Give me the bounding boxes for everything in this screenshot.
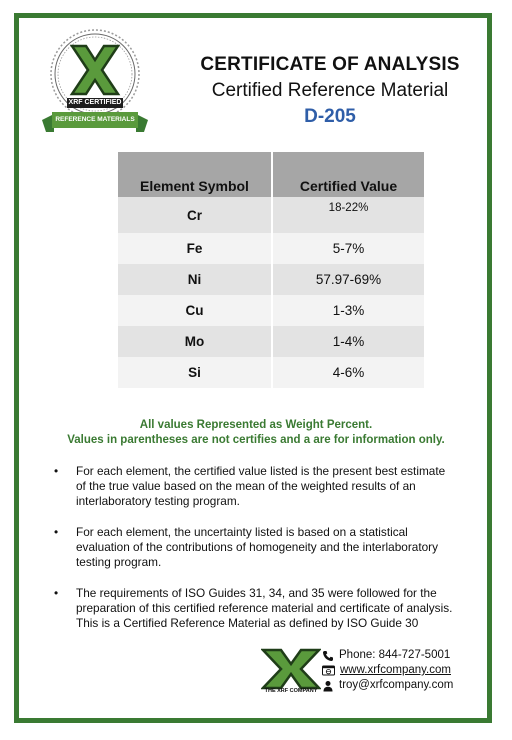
xrf-certified-seal-logo <box>36 24 154 140</box>
certificate-header <box>180 54 480 128</box>
table-row <box>118 295 424 326</box>
statement-text: For each element, the uncertainty listed is based on a statistical evaluation of the contributions of homogeneity and the interlaboratory testing program. <box>76 525 439 569</box>
bullet-icon: • <box>54 464 59 478</box>
element-symbol-cell: Mo <box>118 326 272 357</box>
email-address[interactable]: troy@xrfcompany.com <box>339 679 454 691</box>
person-icon <box>322 680 334 692</box>
phone-icon <box>322 650 334 662</box>
logo-caption: THE XRF COMPANY <box>264 688 318 694</box>
certified-value-cell: 1-4% <box>272 326 424 357</box>
element-symbol-cell: Cu <box>118 295 272 326</box>
statement-text: For each element, the certified value listed is the present best estimate of the true value based on the mean of the weighted results of an interlaboratory testing program. <box>76 464 446 508</box>
list-item <box>54 586 454 631</box>
table-row <box>118 233 424 264</box>
email-row <box>322 678 453 693</box>
list-item <box>54 525 454 570</box>
element-symbol-cell: Ni <box>118 264 272 295</box>
certified-value-cell: 57.97-69% <box>272 264 424 295</box>
certificate-subtitle: Certified Reference Material <box>211 80 449 101</box>
website-icon <box>322 665 335 677</box>
seal-ribbon-text: REFERENCE MATERIALS <box>55 116 135 123</box>
certification-statements <box>54 464 454 647</box>
xrf-company-logo <box>261 648 321 696</box>
table-row <box>118 326 424 357</box>
material-code: D-205 <box>304 106 356 127</box>
certified-value-cell: 4-6% <box>272 357 424 388</box>
bullet-icon: • <box>54 586 59 600</box>
table-row <box>118 264 424 295</box>
phone-number: Phone: 844-727-5001 <box>339 649 451 661</box>
bullet-icon: • <box>54 525 59 539</box>
table-header-row <box>118 152 424 197</box>
element-symbol-cell: Cr <box>118 197 272 233</box>
website-link[interactable]: www.xrfcompany.com <box>340 664 451 676</box>
certified-value-cell: 5-7% <box>272 233 424 264</box>
certified-value-cell: 1-3% <box>272 295 424 326</box>
element-symbol-cell: Fe <box>118 233 272 264</box>
seal-brand-text: XRF CERTIFIED <box>68 99 122 106</box>
note-line-1: All values Represented as Weight Percent. <box>139 419 373 431</box>
column-header-element: Element Symbol <box>118 152 272 197</box>
table-row <box>118 357 424 388</box>
table-row <box>118 197 424 233</box>
element-symbol-cell: Si <box>118 357 272 388</box>
note-line-2: Values in parentheses are not certifies and a are for information only. <box>67 434 445 446</box>
column-header-value: Certified Value <box>272 152 424 197</box>
phone-row <box>322 648 453 663</box>
website-row <box>322 663 453 678</box>
certified-value-cell: 18-22% <box>272 197 424 233</box>
certified-values-table <box>118 152 424 388</box>
contact-info <box>322 648 453 693</box>
statement-text: The requirements of ISO Guides 31, 34, and 35 were followed for the preparation of this certified reference material and certificate of analysis. This is a Certified Reference Material as defined by ISO Guide 30 <box>76 586 453 630</box>
weight-percent-note <box>40 418 472 448</box>
list-item <box>54 464 454 509</box>
certificate-title: CERTIFICATE OF ANALYSIS <box>200 54 460 75</box>
